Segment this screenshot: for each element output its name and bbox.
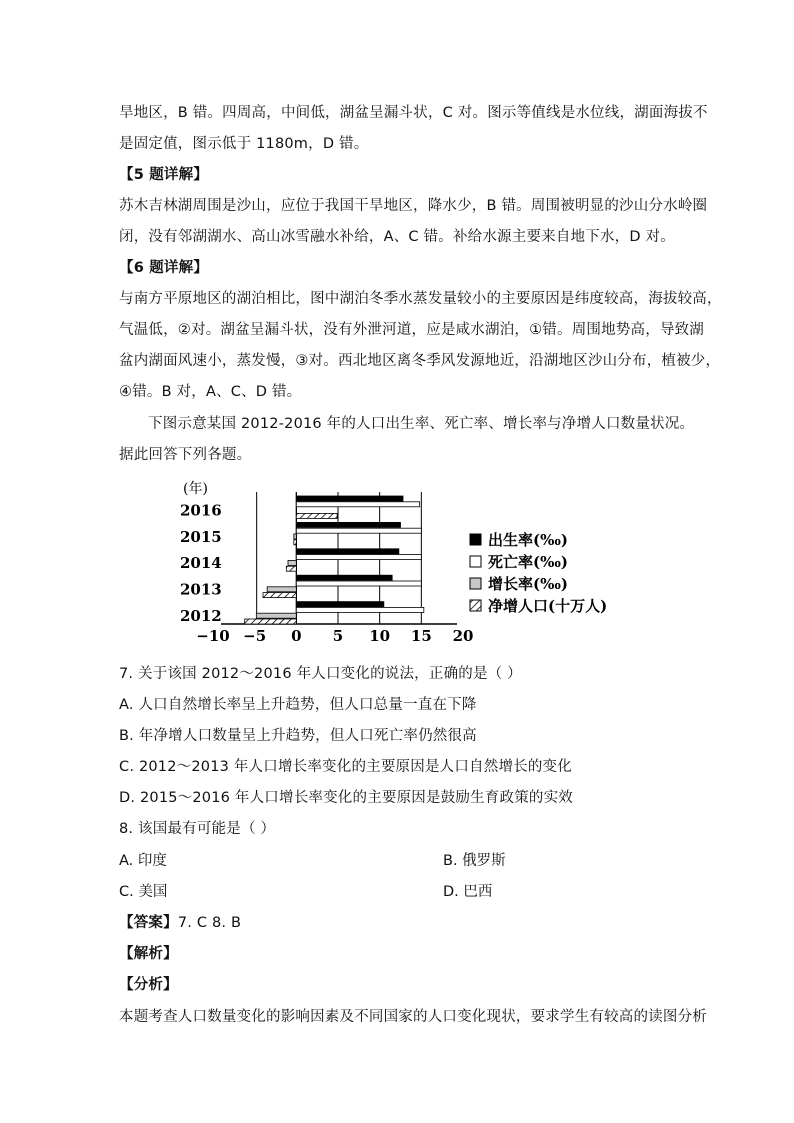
question-7-option-a: A. 人口自然增长率呈上升趋势，但人口总量一直在下降 (119, 697, 477, 713)
legend-swatch (470, 600, 481, 611)
y-tick-label: 2013 (180, 580, 222, 599)
question-8-stem: 8. 该国最有可能是（ ） (119, 821, 276, 837)
bar-hatch-2016 (296, 513, 337, 518)
legend-label: 净增人口(十万人) (488, 597, 608, 615)
bar-hatch-2014 (286, 566, 296, 571)
y-tick-label: 2015 (180, 527, 222, 546)
legend-swatch (470, 534, 481, 545)
question-7-stem: 7. 关于该国 2012～2016 年人口变化的说法，正确的是（ ） (119, 666, 522, 682)
paragraph-line: 闭，没有邻湖湖水、高山冰雪融水补给，A、C 错。补给水源主要来自地下水，D 对。 (119, 229, 675, 245)
intro-line: 下图示意某国 2012-2016 年的人口出生率、死亡率、增长率与净增人口数量状况。 (148, 416, 695, 432)
legend-label: 死亡率(‰) (488, 553, 568, 571)
section-heading: 【6 题详解】 (119, 260, 209, 276)
y-tick-label: 2012 (180, 607, 222, 625)
question-7-option-d: D. 2015～2016 年人口增长率变化的主要原因是鼓励生育政策的实效 (119, 790, 573, 806)
legend-swatch (470, 556, 481, 567)
answer-label: 【答案】 (119, 915, 178, 931)
answer-text: 7. C 8. B (177, 915, 242, 931)
question-8-option-d: D. 巴西 (443, 884, 493, 900)
section-heading: 【5 题详解】 (119, 167, 209, 183)
bar-empty-2012 (296, 607, 424, 612)
bar-gray-2015 (294, 534, 297, 539)
bar-empty-2013 (296, 581, 421, 586)
legend-label: 增长率(‰) (488, 575, 568, 593)
x-tick-label: 20 (452, 627, 474, 645)
paragraph-line: 苏木吉林湖周围是沙山，应位于我国干旱地区，降水少，B 错。周围被明显的沙山分水岭圈 (119, 198, 708, 214)
question-8-option-b: B. 俄罗斯 (443, 853, 506, 869)
x-tick-label: 10 (369, 627, 391, 645)
question-7-option-c: C. 2012～2013 年人口增长率变化的主要原因是人口自然增长的变化 (119, 759, 572, 775)
bar-gray-2013 (267, 587, 296, 592)
intro-line: 据此回答下列各题。 (119, 447, 252, 463)
paragraph-line: 与南方平原地区的湖泊相比，图中湖泊冬季水蒸发量较小的主要原因是纬度较高，海拔较高， (119, 291, 722, 307)
legend-label: 出生率(‰) (488, 531, 568, 549)
question-7-option-b: B. 年净增人口数量呈上升趋势，但人口死亡率仍然很高 (119, 728, 477, 744)
population-bar-chart (165, 476, 635, 651)
bar-gray-2012 (256, 613, 296, 618)
x-tick-label: −10 (196, 627, 230, 645)
x-tick-label: −5 (243, 627, 267, 645)
question-8-option-c: C. 美国 (119, 884, 168, 900)
paragraph-line: 气温低，②对。湖盆呈漏斗状，没有外泄河道，应是咸水湖泊，①错。周围地势高，导致湖 (119, 322, 704, 338)
paragraph-line: ④错。B 对，A、C、D 错。 (119, 384, 302, 400)
bar-solid-2016 (296, 496, 403, 501)
paragraph-line: 是固定值，图示低于 1180m，D 错。 (119, 136, 369, 152)
answer-line (119, 913, 241, 933)
bar-empty-2015 (296, 528, 421, 533)
bar-hatch-2015 (294, 540, 297, 545)
y-tick-label: 2016 (180, 501, 222, 520)
jiexi-heading: 【解析】 (119, 946, 178, 962)
bar-empty-2014 (296, 555, 421, 560)
bar-gray-2014 (288, 560, 296, 565)
bar-hatch-2012 (245, 619, 297, 624)
question-8-option-a: A. 印度 (119, 853, 167, 869)
paragraph-line: 旱地区，B 错。四周高，中间低，湖盆呈漏斗状，C 对。图示等值线是水位线，湖面海拔不 (119, 105, 708, 121)
bar-solid-2012 (296, 602, 384, 607)
x-tick-label: 15 (410, 627, 432, 645)
y-axis-unit-label: (年) (183, 481, 208, 497)
bar-hatch-2013 (263, 593, 296, 598)
fenxi-heading: 【分析】 (119, 977, 178, 993)
y-tick-label: 2014 (180, 554, 222, 573)
legend-swatch (470, 578, 481, 589)
x-tick-label: 5 (332, 627, 344, 645)
paragraph-line: 盆内湖面风速小，蒸发慢，③对。西北地区离冬季风发源地近，沿湖地区沙山分布，植被少， (119, 353, 721, 369)
x-tick-label: 0 (291, 627, 302, 645)
bar-solid-2015 (296, 522, 400, 527)
bar-solid-2013 (296, 575, 392, 580)
analysis-text: 本题考查人口数量变化的影响因素及不同国家的人口变化现状，要求学生有较高的读图分析 (119, 1009, 707, 1025)
bar-empty-2016 (296, 502, 419, 507)
bar-solid-2014 (296, 549, 399, 554)
